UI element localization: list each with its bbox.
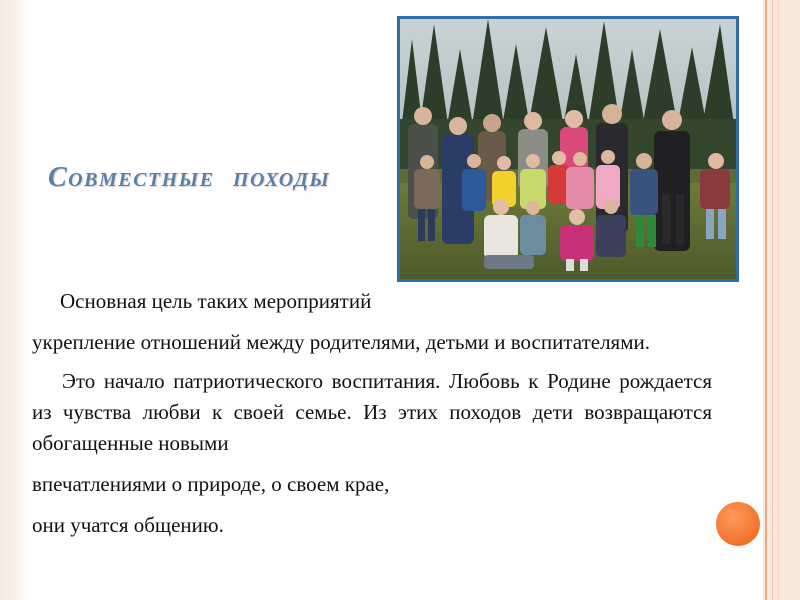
paragraph-strengthening: укрепление отношений между родителями, детьми и воспитателями. xyxy=(32,330,650,354)
right-stripe-line xyxy=(778,0,779,600)
slide-title: Совместные походы xyxy=(48,162,331,193)
right-decorative-bar xyxy=(763,0,800,600)
orange-circle-decoration xyxy=(716,502,760,546)
right-stripe-line xyxy=(772,0,773,600)
body-text xyxy=(32,286,712,541)
right-stripe-line xyxy=(765,0,767,600)
paragraph-learning: они учатся общению. xyxy=(32,513,224,537)
group-photo-illustration xyxy=(400,19,736,279)
left-decorative-bar xyxy=(0,0,28,600)
paragraph-patriotic: Это начало патриотического воспитания. Любовь к Родине рождается из чувства любви к своей семье. Из этих походов дети возвращаются обогащенные новыми xyxy=(32,369,712,455)
paragraph-goal: Основная цель таких мероприятий xyxy=(60,289,372,313)
group-photo xyxy=(397,16,739,282)
paragraph-impressions: впечатлениями о природе, о своем крае, xyxy=(32,472,390,496)
